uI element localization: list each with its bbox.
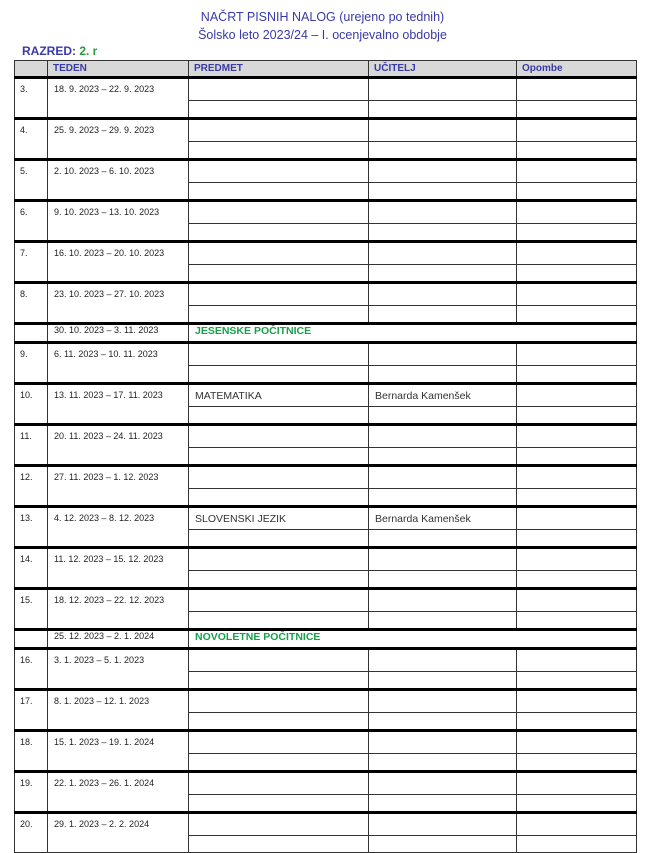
teacher-cell-extra[interactable] xyxy=(369,101,517,119)
teacher-cell[interactable] xyxy=(369,78,517,101)
teacher-cell-extra[interactable] xyxy=(369,713,517,731)
week-number: 10. xyxy=(15,384,48,425)
teacher-cell[interactable] xyxy=(369,589,517,612)
header-ucitelj: UČITELJ xyxy=(369,61,517,78)
subject-cell[interactable] xyxy=(189,343,369,366)
teacher-cell[interactable] xyxy=(369,813,517,836)
teacher-cell-extra[interactable] xyxy=(369,672,517,690)
week-dates: 20. 11. 2023 – 24. 11. 2023 xyxy=(48,425,189,466)
subject-cell[interactable] xyxy=(189,119,369,142)
week-number: 9. xyxy=(15,343,48,384)
holiday-dates: 25. 12. 2023 – 2. 1. 2024 xyxy=(48,630,189,649)
teacher-cell[interactable] xyxy=(369,160,517,183)
week-number: 8. xyxy=(15,283,48,324)
week-dates: 27. 11. 2023 – 1. 12. 2023 xyxy=(48,466,189,507)
week-number: 14. xyxy=(15,548,48,589)
teacher-cell-extra[interactable] xyxy=(369,530,517,548)
subject-cell-extra[interactable] xyxy=(189,224,369,242)
note-cell-extra[interactable] xyxy=(517,265,637,283)
note-cell-extra[interactable] xyxy=(517,612,637,630)
subject-cell-extra[interactable] xyxy=(189,306,369,324)
teacher-cell-extra[interactable] xyxy=(369,448,517,466)
teacher-cell-extra[interactable] xyxy=(369,571,517,589)
header-row xyxy=(15,61,637,78)
week-dates: 23. 10. 2023 – 27. 10. 2023 xyxy=(48,283,189,324)
note-cell-extra[interactable] xyxy=(517,489,637,507)
week-dates: 25. 9. 2023 – 29. 9. 2023 xyxy=(48,119,189,160)
week-row xyxy=(15,283,637,306)
week-number: 3. xyxy=(15,78,48,119)
note-cell[interactable] xyxy=(517,589,637,612)
subject-cell[interactable]: MATEMATIKA xyxy=(189,384,369,407)
subject-cell-extra[interactable] xyxy=(189,713,369,731)
note-cell[interactable] xyxy=(517,649,637,672)
note-cell[interactable] xyxy=(517,690,637,713)
subject-cell-extra[interactable] xyxy=(189,448,369,466)
note-cell[interactable] xyxy=(517,731,637,754)
header-predmet: PREDMET xyxy=(189,61,369,78)
note-cell-extra[interactable] xyxy=(517,366,637,384)
week-row xyxy=(15,548,637,571)
note-cell-extra[interactable] xyxy=(517,306,637,324)
note-cell[interactable] xyxy=(517,160,637,183)
week-row xyxy=(15,813,637,836)
teacher-cell[interactable] xyxy=(369,283,517,306)
week-number: 19. xyxy=(15,772,48,813)
subject-cell-extra[interactable] xyxy=(189,183,369,201)
week-dates: 11. 12. 2023 – 15. 12. 2023 xyxy=(48,548,189,589)
teacher-cell-extra[interactable] xyxy=(369,306,517,324)
week-dates: 16. 10. 2023 – 20. 10. 2023 xyxy=(48,242,189,283)
subject-cell[interactable] xyxy=(189,283,369,306)
subject-cell-extra[interactable] xyxy=(189,101,369,119)
week-dates: 18. 12. 2023 – 22. 12. 2023 xyxy=(48,589,189,630)
note-cell-extra[interactable] xyxy=(517,142,637,160)
week-number: 11. xyxy=(15,425,48,466)
note-cell-extra[interactable] xyxy=(517,672,637,690)
week-number: 17. xyxy=(15,690,48,731)
note-cell-extra[interactable] xyxy=(517,795,637,813)
note-cell[interactable] xyxy=(517,548,637,571)
teacher-cell-extra[interactable] xyxy=(369,366,517,384)
subject-cell[interactable] xyxy=(189,78,369,101)
teacher-cell[interactable] xyxy=(369,242,517,265)
note-cell[interactable] xyxy=(517,283,637,306)
week-dates: 18. 9. 2023 – 22. 9. 2023 xyxy=(48,78,189,119)
teacher-cell-extra[interactable] xyxy=(369,224,517,242)
subject-cell[interactable] xyxy=(189,690,369,713)
week-dates: 29. 1. 2023 – 2. 2. 2024 xyxy=(48,813,189,853)
header-opombe: Opombe xyxy=(517,61,637,78)
subject-cell-extra[interactable] xyxy=(189,407,369,425)
subject-cell-extra[interactable] xyxy=(189,795,369,813)
note-cell[interactable] xyxy=(517,343,637,366)
holiday-row xyxy=(15,630,637,649)
note-cell[interactable] xyxy=(517,813,637,836)
teacher-cell-extra[interactable] xyxy=(369,795,517,813)
week-dates: 3. 1. 2023 – 5. 1. 2023 xyxy=(48,649,189,690)
note-cell[interactable] xyxy=(517,507,637,530)
week-dates: 13. 11. 2023 – 17. 11. 2023 xyxy=(48,384,189,425)
week-dates: 22. 1. 2023 – 26. 1. 2024 xyxy=(48,772,189,813)
document-title: NAČRT PISNIH NALOG (urejeno po tednih) xyxy=(200,10,445,24)
note-cell-extra[interactable] xyxy=(517,754,637,772)
teacher-cell[interactable]: Bernarda Kamenšek xyxy=(369,384,517,407)
week-row xyxy=(15,690,637,713)
week-dates: 4. 12. 2023 – 8. 12. 2023 xyxy=(48,507,189,548)
teacher-cell[interactable] xyxy=(369,119,517,142)
note-cell[interactable] xyxy=(517,119,637,142)
holiday-num-cell xyxy=(15,630,48,649)
week-row xyxy=(15,649,637,672)
week-dates: 8. 1. 2023 – 12. 1. 2023 xyxy=(48,690,189,731)
teacher-cell-extra[interactable] xyxy=(369,754,517,772)
subject-cell-extra[interactable] xyxy=(189,571,369,589)
note-cell[interactable] xyxy=(517,78,637,101)
subject-cell-extra[interactable] xyxy=(189,672,369,690)
subject-cell[interactable] xyxy=(189,649,369,672)
note-cell-extra[interactable] xyxy=(517,713,637,731)
week-number: 20. xyxy=(15,813,48,853)
week-number: 18. xyxy=(15,731,48,772)
note-cell[interactable] xyxy=(517,384,637,407)
teacher-cell-extra[interactable] xyxy=(369,612,517,630)
subject-cell[interactable] xyxy=(189,813,369,836)
week-row xyxy=(15,507,637,530)
document-subtitle: Šolsko leto 2023/24 – I. ocenjevalno obdobje xyxy=(198,28,447,42)
subject-cell[interactable] xyxy=(189,242,369,265)
note-cell-extra[interactable] xyxy=(517,224,637,242)
subject-cell[interactable] xyxy=(189,548,369,571)
class-label-text: RAZRED: xyxy=(22,44,76,58)
week-number: 6. xyxy=(15,201,48,242)
subject-cell[interactable] xyxy=(189,731,369,754)
week-dates: 15. 1. 2023 – 19. 1. 2024 xyxy=(48,731,189,772)
teacher-cell[interactable] xyxy=(369,548,517,571)
subject-cell-extra[interactable] xyxy=(189,836,369,853)
teacher-cell-extra[interactable] xyxy=(369,407,517,425)
week-row xyxy=(15,160,637,183)
week-dates: 9. 10. 2023 – 13. 10. 2023 xyxy=(48,201,189,242)
teacher-cell-extra[interactable] xyxy=(369,489,517,507)
subject-cell-extra[interactable] xyxy=(189,366,369,384)
week-row xyxy=(15,589,637,612)
subject-cell[interactable] xyxy=(189,160,369,183)
header-teden: TEDEN xyxy=(48,61,189,78)
subject-cell-extra[interactable] xyxy=(189,265,369,283)
teacher-cell[interactable] xyxy=(369,690,517,713)
week-dates: 6. 11. 2023 – 10. 11. 2023 xyxy=(48,343,189,384)
subject-cell[interactable]: SLOVENSKI JEZIK xyxy=(189,507,369,530)
note-cell[interactable] xyxy=(517,201,637,224)
week-dates: 2. 10. 2023 – 6. 10. 2023 xyxy=(48,160,189,201)
holiday-num-cell xyxy=(15,324,48,343)
subject-cell[interactable] xyxy=(189,425,369,448)
week-row xyxy=(15,466,637,489)
note-cell-extra[interactable] xyxy=(517,407,637,425)
teacher-cell[interactable] xyxy=(369,425,517,448)
note-cell[interactable] xyxy=(517,466,637,489)
subject-cell-extra[interactable] xyxy=(189,612,369,630)
note-cell[interactable] xyxy=(517,242,637,265)
teacher-cell[interactable] xyxy=(369,343,517,366)
note-cell-extra[interactable] xyxy=(517,183,637,201)
subject-cell[interactable] xyxy=(189,589,369,612)
note-cell-extra[interactable] xyxy=(517,101,637,119)
header-num-cell xyxy=(15,61,48,78)
note-cell-extra[interactable] xyxy=(517,571,637,589)
week-number: 13. xyxy=(15,507,48,548)
note-cell-extra[interactable] xyxy=(517,836,637,853)
teacher-cell[interactable]: Bernarda Kamenšek xyxy=(369,507,517,530)
week-row xyxy=(15,425,637,448)
teacher-cell[interactable] xyxy=(369,649,517,672)
holiday-label: NOVOLETNE POČITNICE xyxy=(189,630,637,649)
week-row xyxy=(15,242,637,265)
class-value: 2. r xyxy=(79,44,98,58)
subject-cell-extra[interactable] xyxy=(189,754,369,772)
teacher-cell[interactable] xyxy=(369,466,517,489)
subject-cell-extra[interactable] xyxy=(189,142,369,160)
week-number: 5. xyxy=(15,160,48,201)
note-cell-extra[interactable] xyxy=(517,530,637,548)
schedule-table xyxy=(14,60,637,853)
class-label xyxy=(22,44,97,58)
subject-cell[interactable] xyxy=(189,201,369,224)
week-row xyxy=(15,78,637,101)
teacher-cell[interactable] xyxy=(369,201,517,224)
week-number: 7. xyxy=(15,242,48,283)
week-row xyxy=(15,343,637,366)
teacher-cell-extra[interactable] xyxy=(369,836,517,853)
subject-cell-extra[interactable] xyxy=(189,530,369,548)
teacher-cell-extra[interactable] xyxy=(369,142,517,160)
holiday-label: JESENSKE POČITNICE xyxy=(189,324,637,343)
holiday-row xyxy=(15,324,637,343)
teacher-cell[interactable] xyxy=(369,731,517,754)
teacher-cell-extra[interactable] xyxy=(369,265,517,283)
week-number: 12. xyxy=(15,466,48,507)
holiday-dates: 30. 10. 2023 – 3. 11. 2023 xyxy=(48,324,189,343)
week-number: 15. xyxy=(15,589,48,630)
week-row xyxy=(15,731,637,754)
subject-cell-extra[interactable] xyxy=(189,489,369,507)
subject-cell[interactable] xyxy=(189,466,369,489)
week-number: 4. xyxy=(15,119,48,160)
teacher-cell-extra[interactable] xyxy=(369,183,517,201)
note-cell-extra[interactable] xyxy=(517,448,637,466)
week-number: 16. xyxy=(15,649,48,690)
week-row xyxy=(15,119,637,142)
week-row xyxy=(15,384,637,407)
week-row xyxy=(15,201,637,224)
note-cell[interactable] xyxy=(517,425,637,448)
